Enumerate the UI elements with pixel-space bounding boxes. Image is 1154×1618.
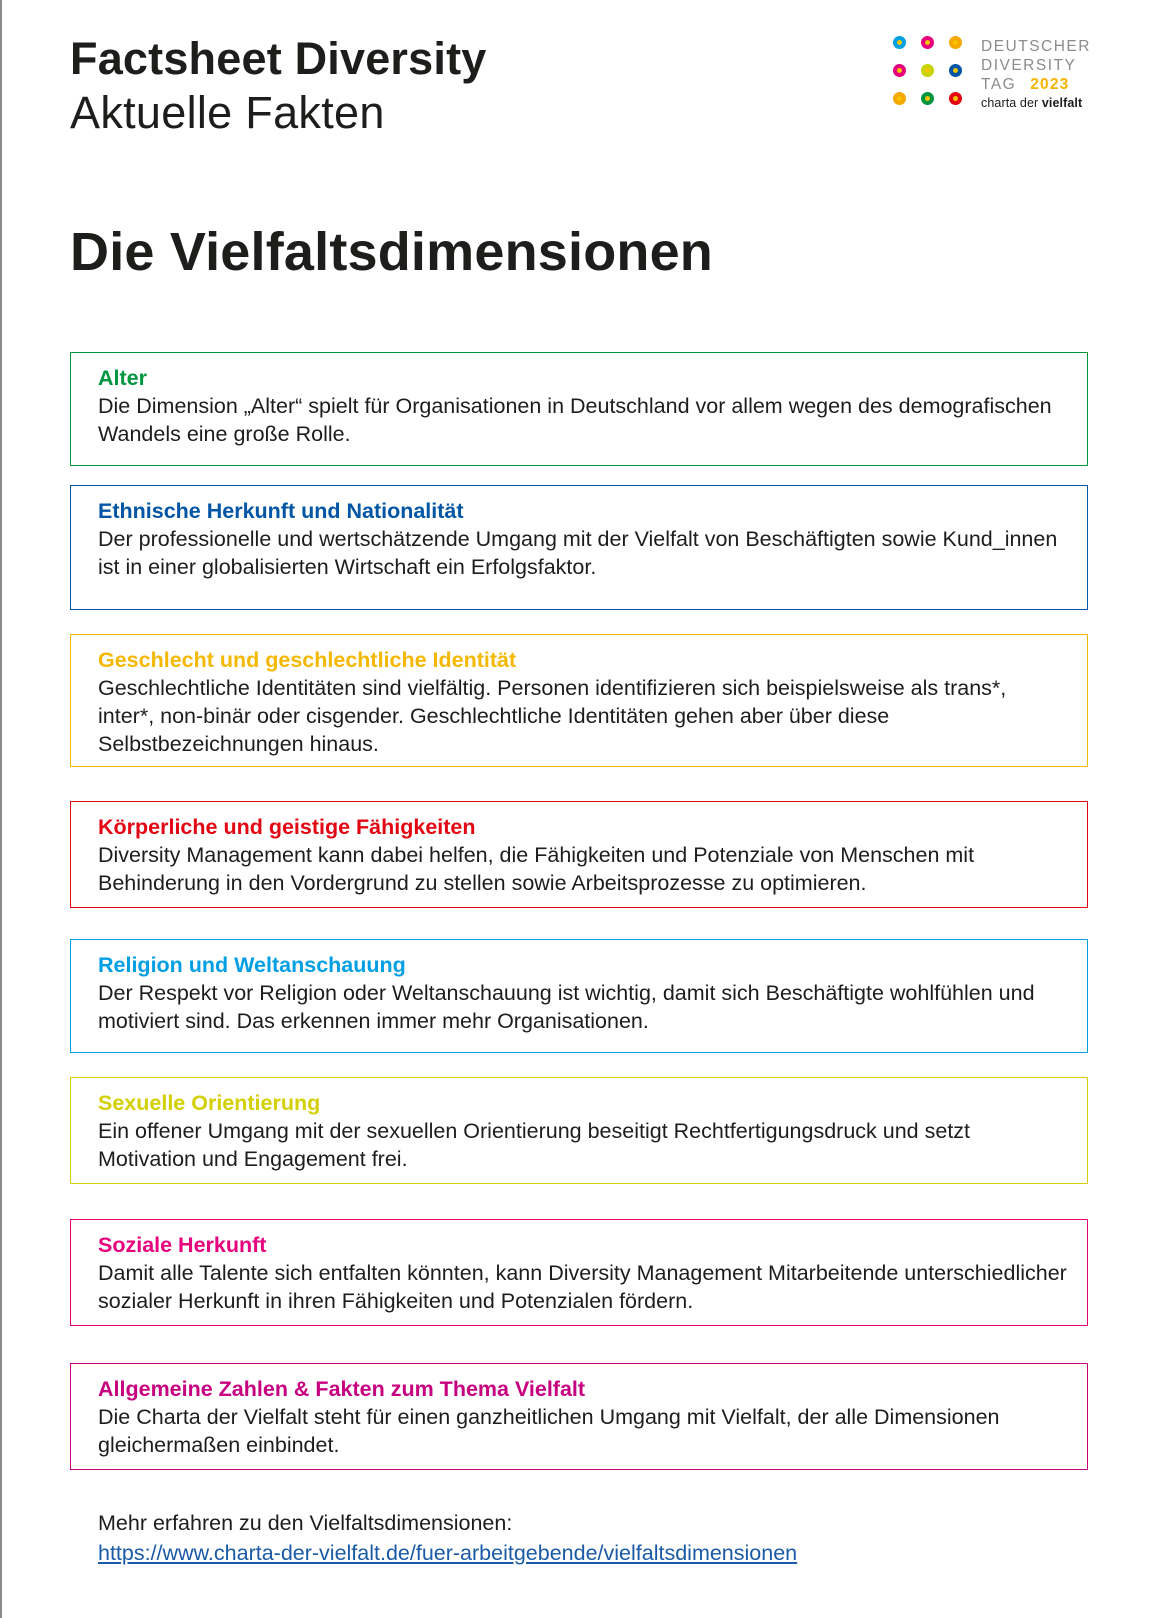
diversity-tag-logo	[893, 36, 1103, 116]
dimension-text: Damit alle Talente sich entfalten könnten, kann Diversity Management Mitarbeitende unterschiedlicher sozialer Herkunft in ihren Fähigkeiten und Potenzialen fördern.	[98, 1261, 1067, 1313]
dimension-title: Soziale Herkunft	[98, 1233, 267, 1257]
logo-dot-icon	[893, 36, 906, 49]
dimension-text: Der Respekt vor Religion oder Weltanschauung ist wichtig, damit sich Beschäftigte wohlfühlen und motiviert sind. Das erkennen immer mehr Organisationen.	[98, 981, 1035, 1033]
dimension-text: Der professionelle und wertschätzende Umgang mit der Vielfalt von Beschäftigten sowie Kund_innen ist in einer globalisierten Wirtschaft ein Erfolgsfaktor.	[98, 527, 1058, 579]
dimension-text: Geschlechtliche Identitäten sind vielfältig. Personen identifizieren sich beispielsweise als trans*, inter*, non-binär oder cisgender. Geschlechtliche Identitäten gehen aber über diese Selbstbezeichnungen hinaus.	[98, 676, 1007, 756]
factsheet-subtitle: Aktuelle Fakten	[70, 87, 385, 138]
logo-dot-icon	[949, 36, 962, 49]
dimension-text: Die Charta der Vielfalt steht für einen ganzheitlichen Umgang mit Vielfalt, der alle Dimensionen gleichermaßen einbindet.	[98, 1405, 1000, 1457]
more-info-link[interactable]: https://www.charta-der-vielfalt.de/fuer-arbeitgebende/vielfaltsdimensionen	[98, 1541, 798, 1565]
dimension-card	[70, 1363, 1088, 1470]
dimension-card	[70, 1219, 1088, 1326]
dimension-card	[70, 801, 1088, 908]
logo-dot-icon	[893, 64, 906, 77]
logo-dot-icon	[893, 92, 906, 105]
logo-dot-icon	[921, 92, 934, 105]
more-info-label: Mehr erfahren zu den Vielfaltsdimensionen:	[98, 1511, 513, 1535]
dimension-title: Allgemeine Zahlen & Fakten zum Thema Vielfalt	[98, 1377, 586, 1401]
logo-dot-icon	[921, 64, 934, 77]
dimension-card	[70, 939, 1088, 1053]
logo-charta-prefix: charta der	[981, 96, 1042, 110]
factsheet-title: Factsheet Diversity	[70, 33, 487, 84]
logo-line-2: DIVERSITY	[981, 57, 1077, 74]
logo-wordmark	[981, 37, 1091, 94]
dimension-card	[70, 634, 1088, 767]
main-heading: Die Vielfaltsdimensionen	[70, 222, 713, 282]
logo-line-3	[981, 75, 1091, 94]
logo-dot-icon	[949, 64, 962, 77]
dimension-title: Körperliche und geistige Fähigkeiten	[98, 815, 476, 839]
logo-charta-bold: vielfalt	[1041, 96, 1083, 110]
dimension-title: Geschlecht und geschlechtliche Identität	[98, 648, 517, 672]
dimension-text: Ein offener Umgang mit der sexuellen Orientierung beseitigt Rechtfertigungsdruck und setzt Motivation und Engagement frei.	[98, 1119, 971, 1171]
logo-dot-icon	[921, 36, 934, 49]
more-info	[98, 1508, 797, 1568]
dimension-text: Diversity Management kann dabei helfen, die Fähigkeiten und Potenziale von Menschen mit Behinderung in den Vordergrund zu stellen sowie Arbeitsprozesse zu optimieren.	[98, 843, 975, 895]
logo-line-1: DEUTSCHER	[981, 38, 1091, 55]
page-left-edge	[0, 0, 2, 1618]
logo-tag: TAG	[981, 76, 1017, 93]
page-header	[70, 32, 487, 140]
dimension-text: Die Dimension „Alter“ spielt für Organisationen in Deutschland vor allem wegen des demografischen Wandels eine große Rolle.	[98, 394, 1052, 446]
dimension-title: Religion und Weltanschauung	[98, 953, 406, 977]
logo-year: 2023	[1030, 76, 1070, 93]
dimension-title: Sexuelle Orientierung	[98, 1091, 321, 1115]
logo-charta-der-vielfalt	[981, 96, 1082, 110]
logo-dot-icon	[949, 92, 962, 105]
dimension-card	[70, 352, 1088, 466]
dimension-title: Ethnische Herkunft und Nationalität	[98, 499, 464, 523]
dimension-card	[70, 1077, 1088, 1184]
dimension-title: Alter	[98, 366, 147, 390]
dimension-card	[70, 485, 1088, 610]
